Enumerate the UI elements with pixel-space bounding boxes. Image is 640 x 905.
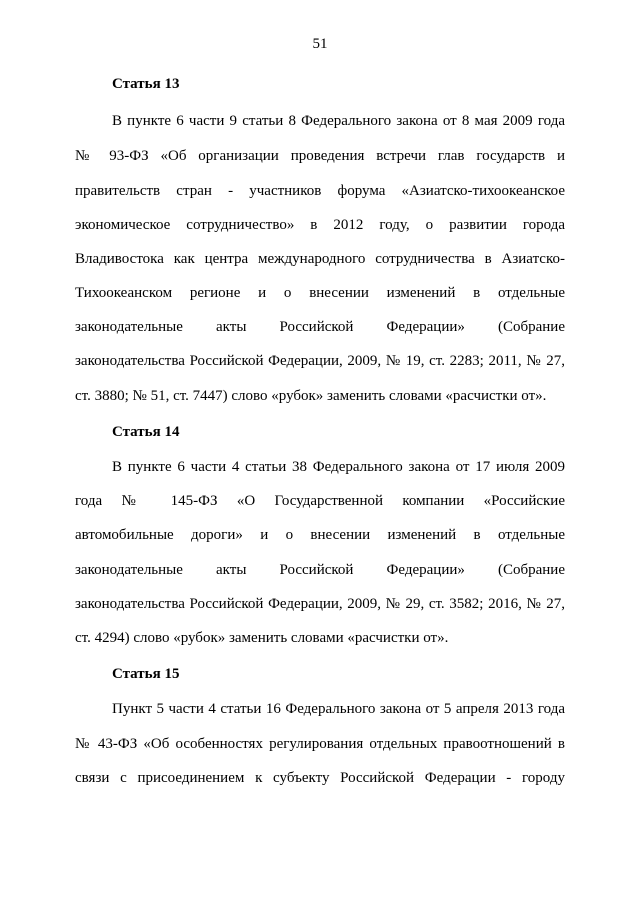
article-13-line: № 93-ФЗ «Об организации проведения встречи глав государств и bbox=[75, 148, 565, 164]
article-14-line: В пункте 6 части 4 статьи 38 Федерального закона от 17 июля 2009 bbox=[112, 459, 565, 475]
article-13-line: законодательные акты Российской Федерации» (Собрание bbox=[75, 319, 565, 335]
article-14-line: ст. 4294) слово «рубок» заменить словами «расчистки от». bbox=[75, 630, 449, 646]
article-13-line: ст. 3880; № 51, ст. 7447) слово «рубок» заменить словами «расчистки от». bbox=[75, 388, 547, 404]
article-13-line: экономическое сотрудничество» в 2012 году, о развитии города bbox=[75, 217, 565, 233]
article-14-line: законодательные акты Российской Федерации» (Собрание bbox=[75, 562, 565, 578]
page-number: 51 bbox=[312, 36, 328, 52]
article-13-line: Тихоокеанском регионе и о внесении изменений в отдельные bbox=[75, 285, 565, 301]
article-13-heading: Статья 13 bbox=[112, 76, 180, 92]
article-15-line: Пункт 5 части 4 статьи 16 Федерального закона от 5 апреля 2013 года bbox=[112, 701, 565, 717]
article-15-line: № 43-ФЗ «Об особенностях регулирования отдельных правоотношений в bbox=[75, 736, 565, 752]
article-14-heading: Статья 14 bbox=[112, 424, 180, 440]
article-13-line: правительств стран - участников форума «Азиатско-тихоокеанское bbox=[75, 183, 565, 199]
article-14-line: года № 145-ФЗ «О Государственной компании «Российские bbox=[75, 493, 565, 509]
article-14-line: законодательства Российской Федерации, 2009, № 29, ст. 3582; 2016, № 27, bbox=[75, 596, 565, 612]
article-13-line: Владивостока как центра международного сотрудничества в Азиатско- bbox=[75, 251, 565, 267]
article-14-line: автомобильные дороги» и о внесении изменений в отдельные bbox=[75, 527, 565, 543]
article-13-line: В пункте 6 части 9 статьи 8 Федерального закона от 8 мая 2009 года bbox=[112, 113, 565, 129]
article-15-line: связи с присоединением к субъекту Российской Федерации - городу bbox=[75, 770, 565, 786]
article-15-heading: Статья 15 bbox=[112, 666, 180, 682]
article-13-line: законодательства Российской Федерации, 2009, № 19, ст. 2283; 2011, № 27, bbox=[75, 353, 565, 369]
